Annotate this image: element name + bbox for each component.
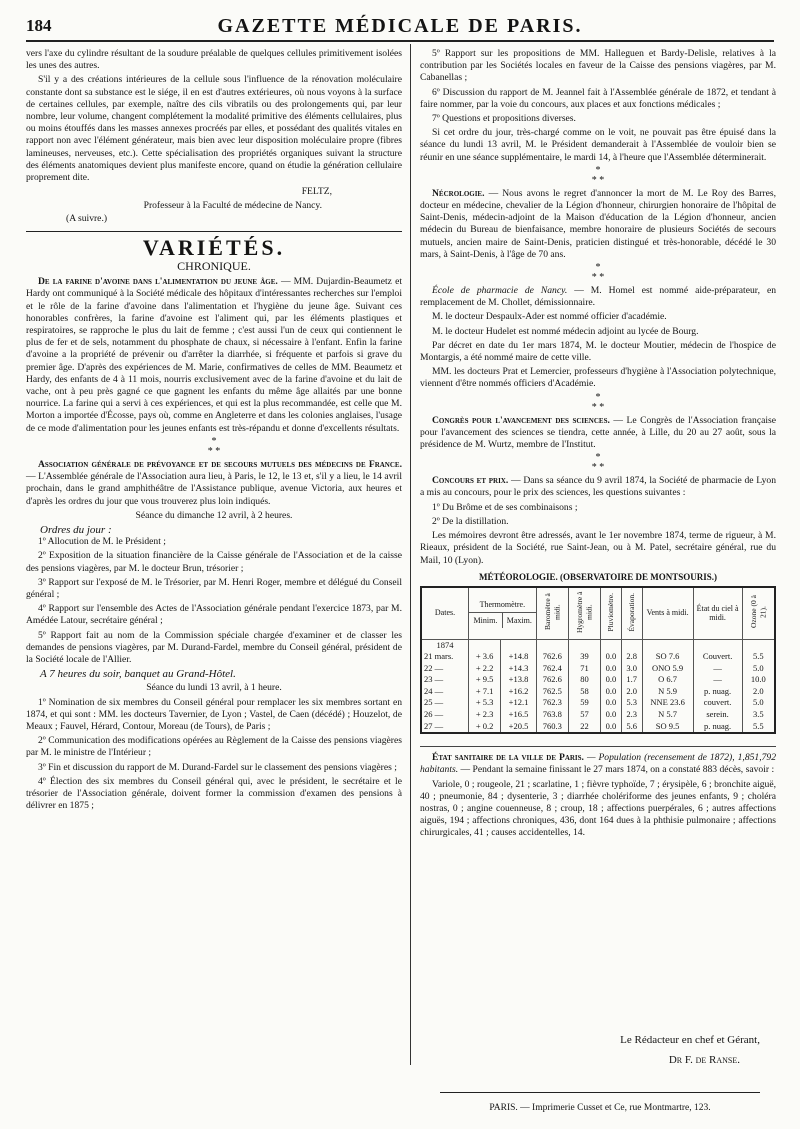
- agenda-heading: Ordres du jour :: [40, 523, 112, 536]
- editor-signature: [620, 1030, 760, 1070]
- table-cell: SO 9.5: [642, 721, 693, 734]
- table-cell: 1874: [421, 639, 469, 651]
- article-title: Congrès pour l'avancement des sciences.: [432, 414, 610, 426]
- table-cell: +14.3: [501, 663, 536, 675]
- paragraph: M. le docteur Hudelet est nommé médecin adjoint au lycée de Bourg.: [432, 325, 699, 337]
- agenda-item: 1º Nomination de six membres du Conseil général pour remplacer les six membres sortant en 1874, et qui sont : MM. les docteurs Tavernier, de Lyon ; Vastel, de Caen (décédé) ; Houzelot, de Meaux ; Fauvel, Hérard, Contour, Moreau (de Tours), de Paris ;: [26, 696, 402, 732]
- table-subheader: Maxim.: [506, 615, 532, 625]
- agenda-item: 2º Communication des modifications opérées au Règlement de la Caisse des pensions viagères par M. le ministre de l'Intérieur ;: [26, 735, 402, 759]
- agenda-item: 5º Rapport sur les propositions de MM. Halleguen et Bardy-Delisle, relatives à la contribution par les Sociétés locales en faveur de la Caisse des pensions viagères, par M. Cabanellas ;: [420, 48, 776, 84]
- table-cell: 0.0: [601, 697, 622, 709]
- weather-table-body: [421, 639, 775, 733]
- table-cell: + 3.6: [469, 651, 501, 663]
- table-header: [601, 587, 622, 639]
- weather-table-title: MÉTÉOROLOGIE. (OBSERVATOIRE DE MONTSOURIS.): [479, 571, 717, 582]
- article-title: De la farine d'avoine dans l'alimentation du jeune âge.: [38, 276, 278, 288]
- table-cell: 0.0: [601, 651, 622, 663]
- article-body: — Pendant la semaine finissant le 27 mars 1874, on a constaté 883 décès, savoir :: [460, 764, 775, 776]
- table-cell: 39: [568, 651, 600, 663]
- table-cell: —: [693, 674, 742, 686]
- table-cell: 27 —: [421, 721, 469, 734]
- table-cell: 80: [568, 674, 600, 686]
- asterism: * * *: [591, 164, 605, 186]
- table-cell: 24 —: [421, 686, 469, 698]
- table-cell: + 5.3: [469, 697, 501, 709]
- table-cell: 5.3: [621, 697, 642, 709]
- table-cell: 57: [568, 709, 600, 721]
- table-cell: 0.0: [601, 686, 622, 698]
- article-body: — M. Homel est nommé aide-préparateur, en remplacement de M. Chollet, démissionnaire.: [420, 285, 776, 309]
- table-cell: O 6.7: [642, 674, 693, 686]
- agenda-item: 5º Rapport fait au nom de la Commission spéciale chargée d'examiner et de classer les demandes de pensions viagères, par M. Durand-Fardel, membre du Conseil général, président de la Société locale de l'Allier.: [26, 629, 402, 665]
- table-cell: 2.3: [621, 709, 642, 721]
- article-body: — Le Congrès de l'Association française pour l'avancement des sciences se tiendra, cette année, à Lille, du 20 au 27 août, sous la présidence de M. Wurtz, membre de l'Institut.: [420, 414, 776, 451]
- question-item: 1º Du Brôme et de ses combinaisons ;: [432, 501, 578, 513]
- table-cell: +14.8: [501, 651, 536, 663]
- table-cell: 760.3: [536, 721, 568, 734]
- table-cell: Couvert.: [693, 651, 742, 663]
- table-row: [421, 709, 775, 721]
- table-header-label: Baromètre à midi.: [542, 593, 562, 631]
- table-cell: ONO 5.9: [642, 663, 693, 675]
- agenda-item: 1º Allocution de M. le Président ;: [38, 536, 166, 548]
- agenda-item: 2º Exposition de la situation financière de la Caisse générale de l'Association et de la caisse des pensions viagères, par M. le docteur Brun, trésorier ;: [26, 550, 402, 574]
- table-cell: + 9.5: [469, 674, 501, 686]
- author-title: Professeur à la Faculté de médecine de Nancy.: [143, 200, 322, 212]
- table-header-label: Évaporation.: [626, 592, 636, 632]
- table-header: [742, 587, 775, 639]
- divider: [420, 746, 776, 747]
- table-cell: + 7.1: [469, 686, 501, 698]
- article-body: — MM. Dujardin-Beaumetz et Hardy ont communiqué à la Société médicale des hôpitaux d'intéressantes recherches sur l'emploi et le rôle de la farine d'avoine dans l'alimentation et l'hygiène du jeune âge. Suivant ces honorables confrères, la farine d'avoine est l'aliment qui, par les éléments plastiques et respiratoires, se rapproche le plus du lait de femme ; c'est aussi l'un de ceux qui contiennent le plus de fer et de sels, notamment du phosphate de chaux, si nécessaire à l'enfant. Enfin la farine d'avoine a la propriété de prévenir ou d'arrêter la diarrhée, si fréquente et parfois si grave du premier âge. D'après des expériences de M. Marie, confirmatives de celles de MM. Beaumetz et Hardy, des enfants de 4 à 11 mois, nourris exclusivement avec de la farine d'avoine et du lait de vache, ont à peu près gagné ce que gagnent les enfants du même âge allaités par une bonne nourrice. La farine qui a servi à ces expériences, et qui est la plus recommandée, est celle que M. Morton a importée d'Écosse, pays où, comme en Angleterre et dans les colonies anglaises, l'usage de ce mode d'alimentation pour les jeunes enfants est très-répandu et donne d'excellents résultats.: [26, 276, 402, 434]
- table-cell: +16.2: [501, 686, 536, 698]
- table-cell: + 2.2: [469, 663, 501, 675]
- asterism: * * *: [591, 452, 605, 474]
- asterism: * * *: [591, 262, 605, 284]
- section-title: VARIÉTÉS.: [142, 234, 286, 260]
- table-cell: 2.8: [621, 651, 642, 663]
- agenda-item: 6º Discussion du rapport de M. Jeannel fait à l'Assemblée générale de 1872, et tendant à faire nommer, par la voie du concours, aux places et aux fonctions médicales ;: [420, 86, 776, 110]
- author-name: FELTZ,: [301, 186, 332, 198]
- table-header: [536, 587, 568, 639]
- paragraph: vers l'axe du cylindre résultant de la soudure préalable de quelques cellules primitivement isolées les unes des autres.: [26, 48, 402, 72]
- question-item: 2º De la distillation.: [432, 515, 509, 527]
- left-column: [26, 48, 402, 814]
- table-header: Vents à midi.: [642, 587, 693, 639]
- table-cell: 10.0: [742, 674, 775, 686]
- table-row: [421, 686, 775, 698]
- table-cell: + 0.2: [469, 721, 501, 734]
- editor-name: Dr F. de Ranse.: [668, 1054, 740, 1066]
- table-cell: +20.5: [501, 721, 536, 734]
- population-note: — Population (recensement de 1872), 1,851,792 habitants.: [420, 752, 776, 776]
- page-number: 184: [26, 16, 52, 35]
- article-title: École de pharmacie de Nancy.: [432, 285, 568, 297]
- printer-imprint: PARIS. — Imprimerie Cusset et Ce, rue Montmartre, 123.: [440, 1092, 760, 1113]
- asterism: * * *: [591, 391, 605, 413]
- paragraph: S'il y a des créations intérieures de la cellule sous l'influence de la rénovation moléculaire constante dont sa substance est le siége, il en est d'autres extérieures, où nous voyons à la surface de certaines cellules, par exemple, naître des cils vibratils ou des prolongements qui, par leur nombre, leur volume, changent complétement la modalité primitive des éléments cellulaires, plus ou moins étouffés dans les masses annexes procréés par elles, et possédant des qualités vitales en rapport non avec l'élément générateur, mais bien avec leur disposition moléculaire propre (fibres lamineuses, nerveuses, etc.). Cette spécialisation des propriétés organiques suivant la structure des éléments anatomiques devient plus manifeste encore, quand on étudie la génération cellulaire proprement dite.: [26, 74, 402, 184]
- banquet-note: A 7 heures du soir, banquet au Grand-Hôtel.: [40, 668, 236, 681]
- table-cell: 762.6: [536, 651, 568, 663]
- session-heading: Séance du dimanche 12 avril, à 2 heures.: [135, 509, 293, 521]
- table-cell: p. nuag.: [693, 721, 742, 734]
- divider: [26, 231, 402, 232]
- article-title: Concours et prix.: [432, 475, 509, 487]
- article-body: — L'Assemblée générale de l'Association aura lieu, à Paris, le 12, le 13 et, s'il y a lieu, le 14 avril prochain, dans le grand amphithéâtre de l'Assistance publique, avenue Victoria, aux heures et d'après les ordres du jour que vous trouverez plus loin indiqués.: [26, 471, 402, 507]
- table-row: [421, 697, 775, 709]
- agenda-item: 4º Élection des six membres du Conseil général qui, avec le président, le secrétaire et le trésorier de l'Association générale, doivent former la commission d'examen des pensions à délivrer en 1875 ;: [26, 775, 402, 812]
- table-cell: 1.7: [621, 674, 642, 686]
- table-cell: 2.0: [621, 686, 642, 698]
- table-cell: —: [693, 663, 742, 675]
- agenda-item: 4º Rapport sur l'ensemble des Actes de l'Association générale pendant l'exercice 1873, par M. Amédée Latour, secrétaire général ;: [26, 603, 402, 627]
- article-body: — Nous avons le regret d'annoncer la mort de M. Le Roy des Barres, docteur en médecine, chevalier de la Légion d'honneur, chirurgien honoraire de l'hôpital de Saint-Denis, médecin-adjoint de la Maison d'éducation de la Légion d'honneur, ancien médecin du Bureau de bienfaisance, membre honoraire de plusieurs Sociétés de secours mutuels, ancien maire de Saint-Denis, praticien distingué et très-honorable, décédé le 30 mars, à Saint-Denis, à l'âge de 70 ans.: [420, 187, 777, 260]
- table-row: [421, 651, 775, 663]
- table-cell: 5.5: [742, 651, 775, 663]
- table-cell: 762.6: [536, 674, 568, 686]
- paragraph: Les mémoires devront être adressés, avant le 1er novembre 1874, terme de rigueur, à M. Rieaux, président de la Société, rue Saint-Jean, ou à M. Patel, secrétaire général, rue du Mail, 10 (Lyon).: [420, 530, 776, 566]
- table-cell: 0.0: [601, 663, 622, 675]
- table-header-label: Pluviomètre.: [606, 592, 616, 632]
- table-cell: +16.5: [501, 709, 536, 721]
- table-cell: 59: [568, 697, 600, 709]
- table-header: [568, 587, 600, 639]
- table-cell: +12.1: [501, 697, 536, 709]
- table-row: [421, 639, 775, 651]
- table-cell: 0.0: [601, 709, 622, 721]
- subsection-title: CHRONIQUE.: [177, 259, 251, 274]
- table-header-label: Ozone (0 à 21).: [748, 595, 768, 629]
- table-subheader-row: [469, 613, 536, 629]
- agenda-item: 7º Questions et propositions diverses.: [432, 113, 576, 125]
- table-cell: 25 —: [421, 697, 469, 709]
- asterism: * * *: [207, 435, 221, 457]
- column-divider: [410, 44, 411, 1065]
- table-cell: 762.3: [536, 697, 568, 709]
- table-header: État du ciel à midi.: [693, 587, 742, 639]
- table-cell: 5.5: [742, 721, 775, 734]
- table-cell: N 5.9: [642, 686, 693, 698]
- article-title: Nécrologie.: [432, 187, 485, 199]
- table-cell: 23 —: [421, 674, 469, 686]
- right-column: [420, 48, 776, 842]
- table-cell: 762.4: [536, 663, 568, 675]
- paragraph: M. le docteur Despaulx-Ader est nommé officier d'académie.: [432, 311, 667, 323]
- table-cell: 3.5: [742, 709, 775, 721]
- to-follow-note: (A suivre.): [66, 212, 108, 224]
- table-cell: 26 —: [421, 709, 469, 721]
- table-cell: 71: [568, 663, 600, 675]
- table-cell: +13.8: [501, 674, 536, 686]
- table-cell: serein.: [693, 709, 742, 721]
- table-subheader: Minim.: [469, 613, 503, 629]
- agenda-item: 3º Rapport sur l'exposé de M. le Trésorier, par M. Henri Roger, membre et délégué du Conseil général ;: [26, 576, 402, 600]
- table-cell: NNE 23.6: [642, 697, 693, 709]
- table-cell: 58: [568, 686, 600, 698]
- table-cell: 21 mars.: [421, 651, 469, 663]
- page-header: [26, 14, 774, 42]
- table-row: [421, 663, 775, 675]
- table-header-label: Thermomètre.: [469, 598, 536, 613]
- table-cell: SO 7.6: [642, 651, 693, 663]
- table-header: [621, 587, 642, 639]
- table-cell: 22 —: [421, 663, 469, 675]
- table-cell: 763.8: [536, 709, 568, 721]
- journal-title: GAZETTE MÉDICALE DE PARIS.: [217, 15, 583, 37]
- editor-line: Le Rédacteur en chef et Gérant,: [620, 1034, 760, 1046]
- table-cell: 762.5: [536, 686, 568, 698]
- table-cell: + 2.3: [469, 709, 501, 721]
- paragraph: Si cet ordre du jour, très-chargé comme on le voit, ne pouvait pas être épuisé dans la séance du lundi 13 avril, M. le Président demanderait à l'Assemblée de vouloir bien se réunir en une séance supplémentaire, le mardi 14, à l'heure que l'Assemblée déterminerait.: [420, 127, 776, 163]
- table-cell: 5.0: [742, 697, 775, 709]
- article-body: — Dans sa séance du 9 avril 1874, la Société de pharmacie de Lyon a mis au concours, pour le prix des sciences, les questions suivantes :: [420, 475, 777, 499]
- table-cell: 0.0: [601, 721, 622, 734]
- table-cell: 0.0: [601, 674, 622, 686]
- table-row: [421, 674, 775, 686]
- session-heading: Séance du lundi 13 avril, à 1 heure.: [146, 682, 282, 694]
- article-title: État sanitaire de la ville de Paris.: [432, 752, 584, 764]
- table-header: Dates.: [421, 587, 469, 639]
- agenda-item: 3º Fin et discussion du rapport de M. Durand-Fardel sur le classement des pensions viagères ;: [38, 761, 397, 773]
- paragraph: Variole, 0 ; rougeole, 21 ; scarlatine, 1 ; fièvre typhoïde, 7 ; érysipèle, 6 ; bronchite aiguë, 40 ; pneumonie, 84 ; dysenterie, 3 ; diarrhée cholériforme des jeunes enfants, 9 ; choléra nostras, 0 ; angine couenneuse, 8 ; croup, 18 ; affections puerpérales, 6 ; autres affections aiguës, 194 ; affections chroniques, 436, dont 164 dues à la phthisie pulmonaire ; affections chirurgicales, 41 ; causes accidentelles, 14.: [420, 778, 776, 839]
- table-cell: p. nuag.: [693, 686, 742, 698]
- table-cell: 22: [568, 721, 600, 734]
- table-cell: 5.6: [621, 721, 642, 734]
- table-cell: couvert.: [693, 697, 742, 709]
- table-header: [469, 587, 537, 639]
- table-header-label: Hygromètre à midi.: [574, 591, 594, 633]
- table-cell: 2.0: [742, 686, 775, 698]
- table-cell: 5.0: [742, 663, 775, 675]
- table-cell: 3.0: [621, 663, 642, 675]
- article-title: Association générale de prévoyance et de secours mutuels des médecins de France.: [38, 458, 402, 470]
- table-cell: N 5.7: [642, 709, 693, 721]
- weather-table: [420, 586, 776, 734]
- paragraph: MM. les docteurs Prat et Lemercier, professeurs d'hygiène à l'Association polytechnique, viennent d'être nommés officiers d'Académie.: [420, 366, 776, 390]
- paragraph: Par décret en date du 1er mars 1874, M. le docteur Moutier, médecin de l'hospice de Montargis, a été nommé maire de cette ville.: [420, 339, 776, 364]
- table-row: [421, 721, 775, 734]
